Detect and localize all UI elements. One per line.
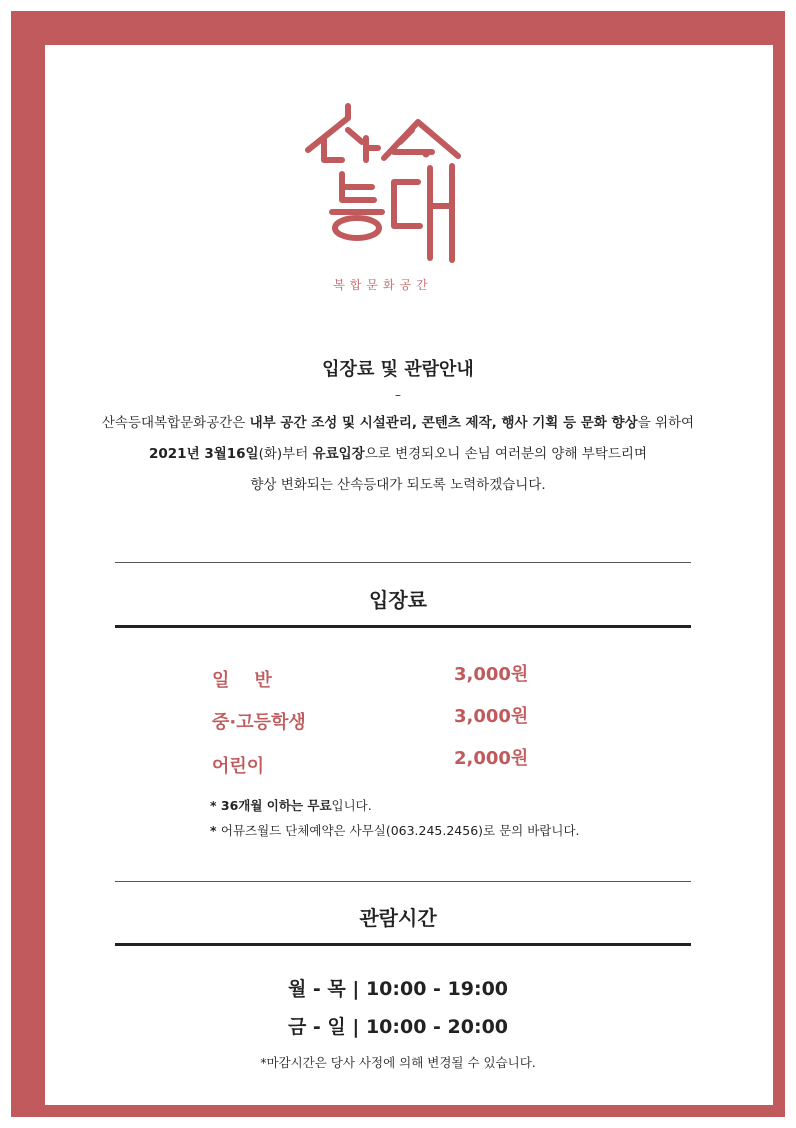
hours-top-divider (115, 881, 691, 882)
page-title: 입장료 및 관람안내 (322, 359, 474, 380)
intro-line-2: 2021년 3월16일(화)부터 유료입장으로 변경되오니 손님 여러분의 양해 부탁드리며 (149, 446, 647, 462)
intro-line-1: 산속등대복합문화공간은 내부 공간 조성 및 시설관리, 콘텐츠 제작, 행사 기획 등 문화 향상을 위하여 (101, 415, 695, 431)
hours-bottom-divider (115, 943, 691, 946)
closing-time-note: *마감시간은 당사 사정에 의해 변경될 수 있습니다. (260, 1055, 536, 1070)
fee-price-student: 3,000원 (454, 706, 529, 727)
intro-line-3: 향상 변화되는 산속등대가 되도록 노력하겠습니다. (250, 477, 546, 493)
hours-weekday: 월 - 목 | 10:00 - 19:00 (287, 978, 509, 1000)
fees-top-divider (115, 562, 691, 563)
title-dash: – (395, 388, 401, 402)
logo-subtitle: 복합문화공간 (333, 278, 433, 292)
logo-dot-icon (423, 151, 430, 158)
fees-section-title: 입장료 (369, 588, 427, 612)
hours-section-title: 관람시간 (359, 906, 437, 930)
fees-bottom-divider (115, 625, 691, 628)
fee-label-general: 일 반 (212, 670, 272, 691)
sansok-lighthouse-logo (302, 98, 464, 298)
fee-price-general: 3,000원 (454, 664, 529, 685)
fee-note-free: * 36개월 이하는 무료입니다. (210, 798, 372, 813)
fee-label-child: 어린이 (212, 756, 265, 777)
logo-mark-icon (302, 98, 464, 263)
intro-text (0, 408, 796, 501)
fee-note-group: * 어뮤즈월드 단체예약은 사무실(063.245.2456)로 문의 바랍니다. (210, 823, 580, 838)
fee-price-child: 2,000원 (454, 748, 529, 769)
fee-label-student: 중·고등학생 (212, 712, 306, 733)
hours-weekend: 금 - 일 | 10:00 - 20:00 (287, 1016, 509, 1038)
